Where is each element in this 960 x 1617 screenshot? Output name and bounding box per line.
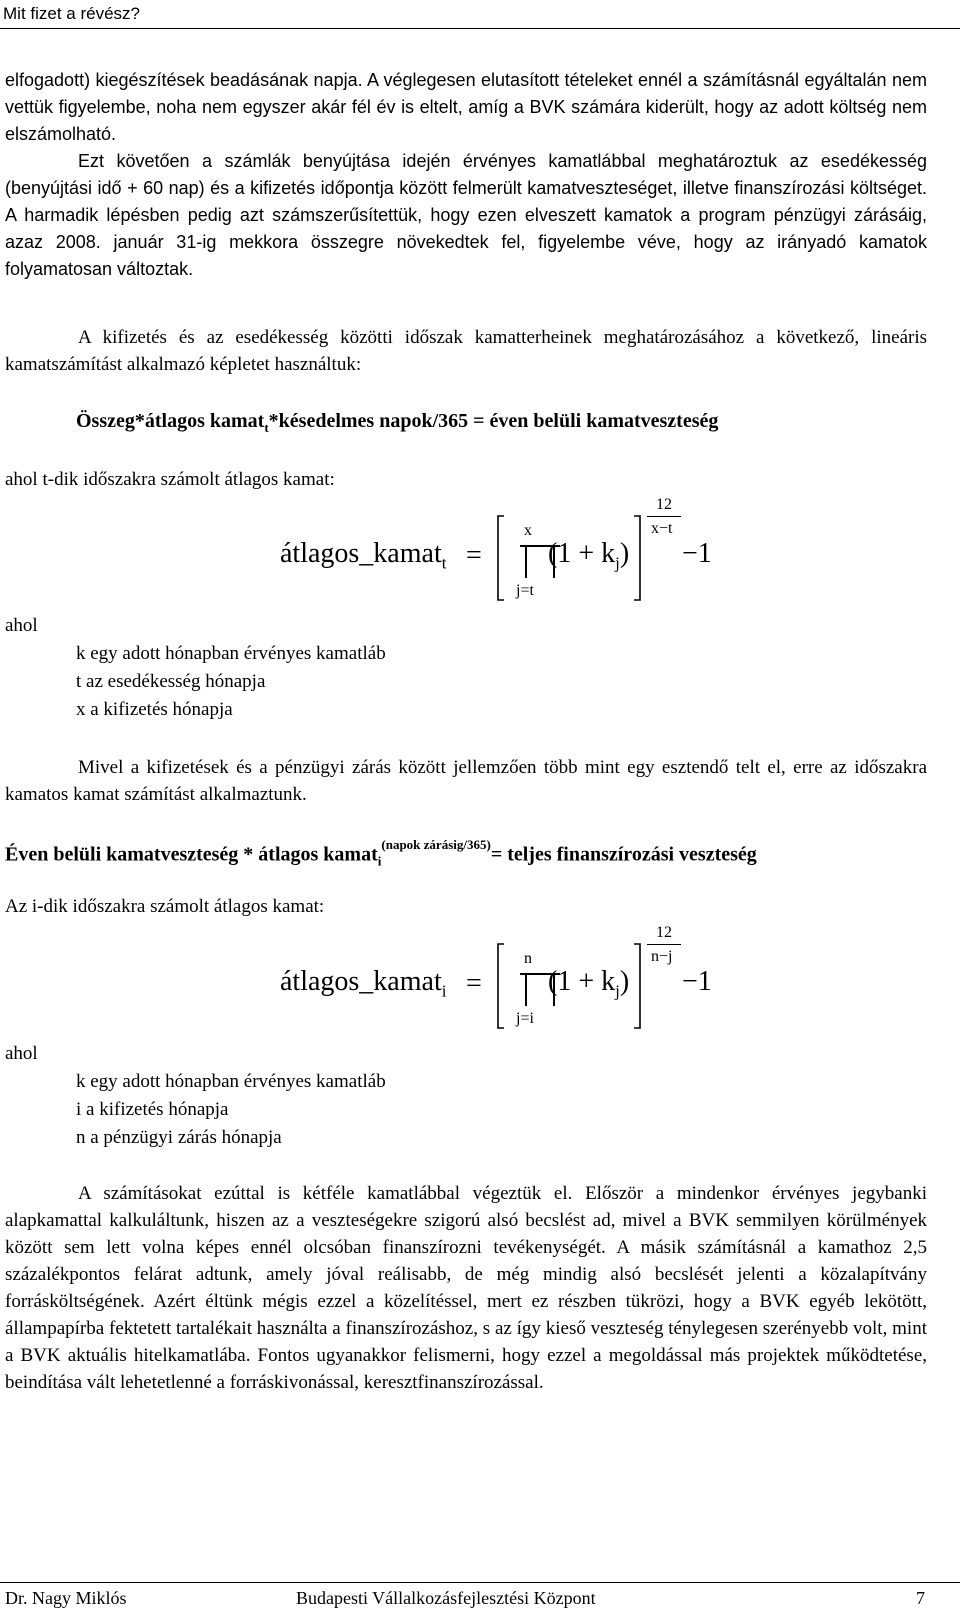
- header-divider: [0, 28, 960, 29]
- eq1-product-lower: j=t: [516, 582, 534, 599]
- footer-page-number: 7: [916, 1588, 925, 1608]
- eq2-product-upper: n: [524, 950, 532, 967]
- footer-divider: [0, 1582, 960, 1583]
- definition-n: n a pénzügyi zárás hónapja: [76, 1127, 282, 1148]
- ahol-label-2: ahol: [5, 1043, 38, 1064]
- eq2-exponent-fraction-bar: [647, 944, 681, 945]
- intro-t-period: ahol t-dik időszakra számolt átlagos kamat:: [5, 469, 335, 490]
- eq1-exponent-denominator: x−t: [651, 520, 673, 537]
- eq1-product-upper: x: [524, 522, 532, 539]
- paragraph-formula-intro: A kifizetés és az esedékesség közötti időszak kamatterheinek meghatározásához a következő, lineáris kamatszámítást alkalmazó képletet használtuk:: [5, 327, 927, 375]
- ahol-label-1: ahol: [5, 615, 38, 636]
- eq1-factor: $(1 + k_j)$: [548, 538, 630, 573]
- eq2-equals: =: [466, 968, 482, 999]
- formula-compound-post: = teljes finanszírozási veszteség: [490, 843, 757, 866]
- formula-compound-pre: Éven belüli kamatveszteség * átlagos kamat: [5, 843, 378, 866]
- formula-linear-sub: t: [264, 420, 269, 435]
- eq2-minus-one: −1: [682, 966, 712, 997]
- header-title: Mit fizet a révész?: [3, 4, 140, 23]
- eq1-minus-one: −1: [682, 538, 712, 569]
- page-footer: [0, 1582, 960, 1617]
- definition-x: x a kifizetés hónapja: [76, 699, 233, 720]
- paragraph-calculation: A számításokat ezúttal is kétféle kamatlábbal végeztük el. Először a mindenkor érvényes jegybanki alapkamattal kalkuláltunk, hiszen az a veszteségekre szigorú alsó becslést ad, mivel a BVK semmilyen körülmények között sem lett volna képes ennél olcsóban finanszírozni tevékenységét. A másik számításnál a kamathoz 2,5 százalékpontos felárat adtunk, amely jóval reálisabb, de még mindig alsó becslését jelenti a közalapítvány forrásköltségének. Azért éltünk mégis ezzel a közelítéssel, mert ez részben tükrözi, hogy a BVK egyéb lekötött, állampapírba fektetett tartalékait használta a finanszírozáshoz, s az így kieső veszteség ténylegesen szerényebb volt, mint a BVK aktuális hitelkamatlába. Fontos ugyanakkor felismerni, hogy ezzel a megoldással más projektek működtetése, beindítása vált lehetetlenné a forráskivonással, keresztfinanszírozással.: [5, 1183, 927, 1393]
- eq1-exponent-numerator: 12: [656, 496, 672, 513]
- footer-author: Dr. Nagy Miklós: [5, 1588, 127, 1608]
- eq1-equals: =: [466, 540, 482, 571]
- formula-compound-interest: [5, 835, 757, 875]
- definition-k-1: k egy adott hónapban érvényes kamatláb: [76, 643, 386, 664]
- definition-k-2: k egy adott hónapban érvényes kamatláb: [76, 1071, 386, 1092]
- page-header: [0, 0, 960, 30]
- equation-average-interest-i: [270, 918, 740, 1038]
- paragraph-compound: Mivel a kifizetések és a pénzügyi zárás között jellemzően több mint egy esztendő telt el, erre az időszakra kamatos kamat számítást alkalmaztunk.: [5, 757, 927, 805]
- definition-t: t az esedékesség hónapja: [76, 671, 266, 692]
- eq2-lhs: átlagos_kamat$_i$: [280, 966, 447, 1001]
- paragraph-intro: elfogadott) kiegészítések beadásának napja. A véglegesen elutasított tételeket ennél a számításnál egyáltalán nem vettük figyelembe, noha nem egyszer akár fél év is eltelt, amíg a BVK számára kiderült, hogy az adott költség nem elszámolható.: [5, 70, 927, 144]
- formula-linear-post: *késedelmes napok/365 = éven belüli kamatveszteség: [268, 410, 719, 432]
- paragraph-method: Ezt követően a számlák benyújtása idején érvényes kamatlábbal meghatároztuk az esedékesség (benyújtási idő + 60 nap) és a kifizetés időpontja között felmerült kamatveszteséget, illetve finanszírozási költséget. A harmadik lépésben pedig azt számszerűsítettük, hogy ezen elveszett kamatok a program pénzügyi zárásáig, azaz 2008. január 31-ig mekkora összegre növekedtek fel, figyelembe véve, hogy az irányadó kamatok folyamatosan változtak.: [5, 151, 927, 279]
- equation-average-interest-t: [270, 490, 740, 610]
- eq2-exponent-denominator: n−j: [651, 948, 673, 965]
- formula-compound-sup: (napok zárásig/365): [381, 837, 491, 852]
- eq1-lhs: átlagos_kamat$_t$: [280, 538, 447, 573]
- eq2-factor: $(1 + k_j)$: [548, 966, 630, 1001]
- eq2-exponent-numerator: 12: [656, 924, 672, 941]
- formula-linear-interest: [76, 408, 718, 441]
- intro-i-period: Az i-dik időszakra számolt átlagos kamat:: [5, 896, 325, 917]
- definition-i: i a kifizetés hónapja: [76, 1099, 229, 1120]
- formula-linear-pre: Összeg*átlagos kamat: [76, 410, 265, 432]
- eq2-product-lower: j=i: [516, 1010, 534, 1027]
- footer-organization: Budapesti Vállalkozásfejlesztési Központ: [296, 1588, 596, 1608]
- formula-compound-sub: i: [377, 853, 382, 869]
- eq1-exponent-fraction-bar: [647, 516, 681, 517]
